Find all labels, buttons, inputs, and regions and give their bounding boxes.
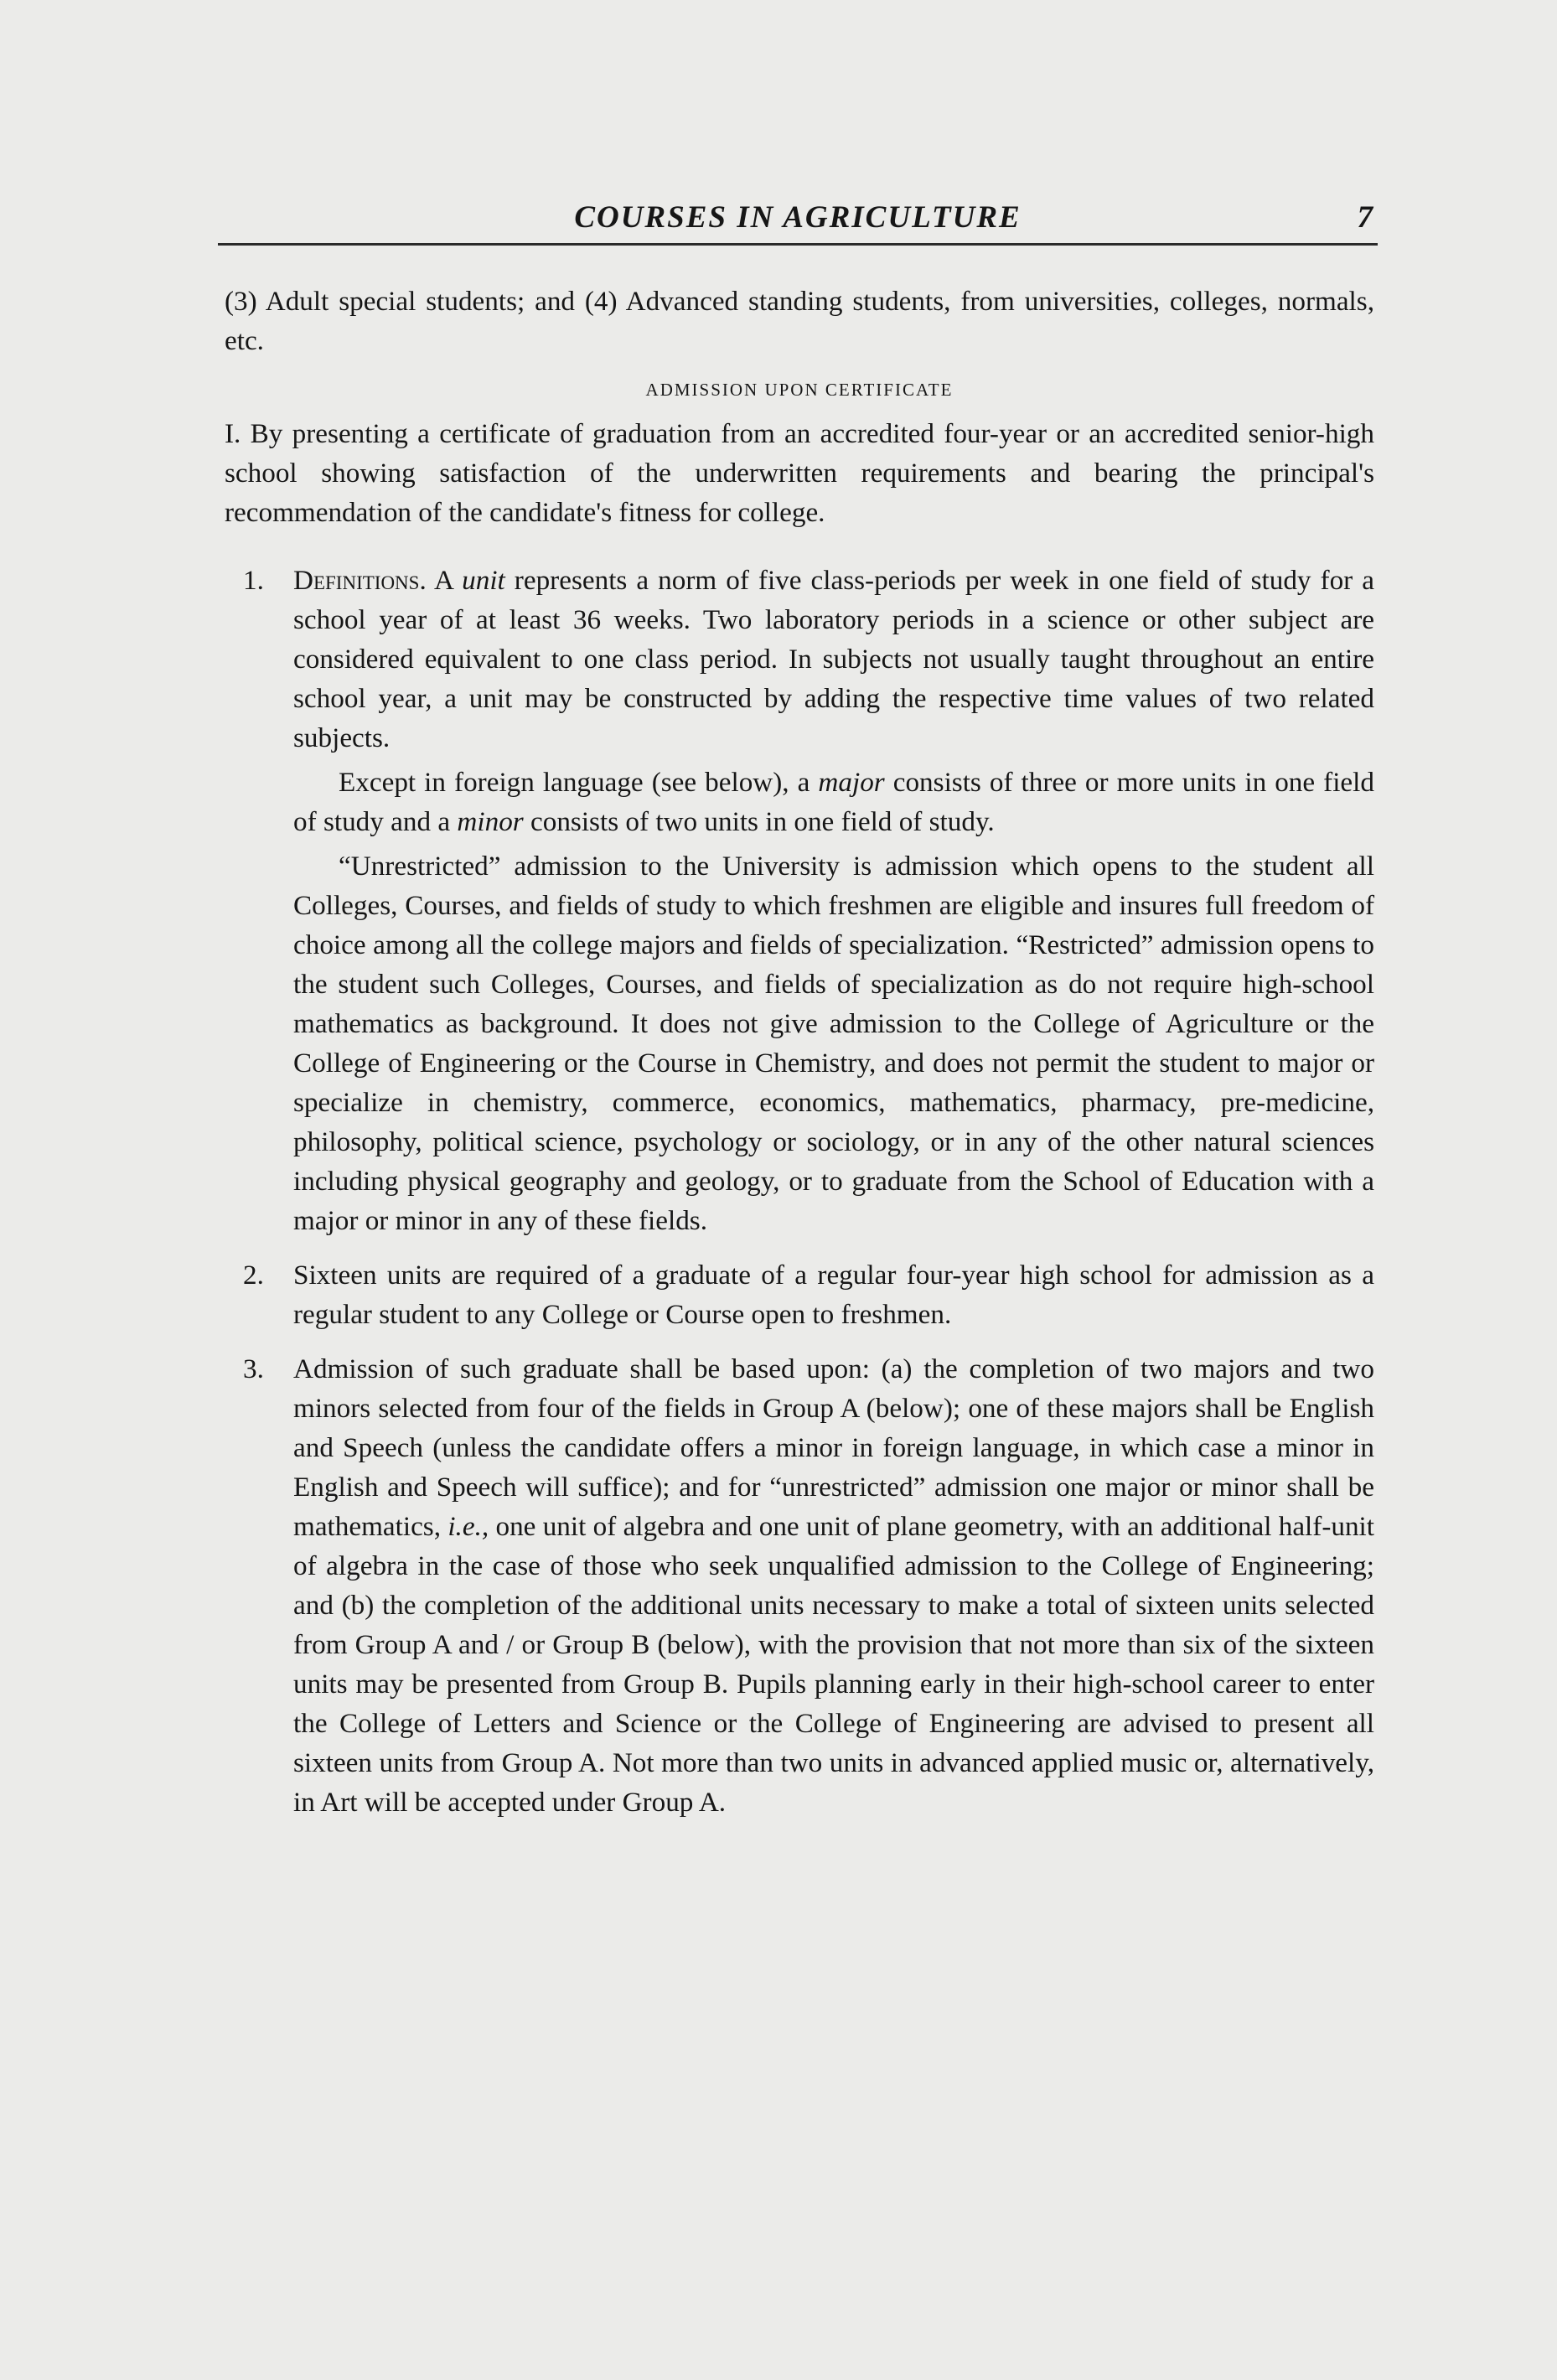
list-item-admission-basis xyxy=(225,1349,1374,1822)
list-item-definitions xyxy=(225,561,1374,1240)
sixteen-units-paragraph: Sixteen units are required of a graduate of a regular four-year high school for admission as a regular student to any College or Course open to freshmen. xyxy=(293,1260,1374,1330)
list-item-number: 1. xyxy=(243,565,264,596)
running-header xyxy=(218,199,1378,246)
text-run: A xyxy=(426,565,463,596)
text-body xyxy=(225,282,1374,1837)
text-run: Except in foreign language (see below), a xyxy=(339,767,819,798)
text-run: consists of two units in one field of study. xyxy=(523,806,995,837)
definitions-paragraph xyxy=(293,561,1374,758)
definitions-label: Definitions. xyxy=(293,565,427,596)
header-title: COURSES IN AGRICULTURE xyxy=(574,200,1022,235)
list-item-sixteen-units xyxy=(225,1255,1374,1334)
abbreviation-ie: i.e., xyxy=(447,1511,489,1542)
page-number: 7 xyxy=(1357,200,1373,235)
opening-paragraph: (3) Adult special students; and (4) Advanced standing students, from universities, colleges, normals, etc. xyxy=(225,286,1374,356)
list-item-number: 3. xyxy=(243,1353,264,1384)
list-item-number: 2. xyxy=(243,1260,264,1291)
text-run: one unit of algebra and one unit of plane geometry, with an additional half-unit of algebra in the case of those who seek unqualified admission to the College of Engineering; and (b) the completion of the additional units necessary to make a total of sixteen units selected from Group A and / or Group B (below), with the provision that not more than six of the sixteen units may be presented from Group B. Pupils planning early in their high-school career to enter the College of Letters and Science or the College of Engineering are advised to present all sixteen units from Group A. Not more than two units in advanced applied music or, alternatively, in Art will be accepted under Group A. xyxy=(293,1511,1374,1818)
text-run: represents a norm of five class-periods per week in one field of study for a school year of at least 36 weeks. Two laboratory periods in a science or other subject are considered equivalent to one class period. In subjects not usually taught throughout an entire school year, a unit may be constructed by adding the respective time values of two related subjects. xyxy=(293,565,1374,753)
term-major: major xyxy=(818,767,885,798)
admission-types-paragraph: “Unrestricted” admission to the University is admission which opens to the student all Colleges, Courses, and fields of study to which freshmen are eligible and insures full freedom of choice among all the college majors and fields of specialization. “Restricted” admission opens to the student such Colleges, Courses, and fields of specialization as do not require high-school mathematics as background. It does not give admission to the College of Agriculture or the College of Engineering or the Course in Chemistry, and does not permit the student to major or specialize in chemistry, commerce, economics, mathematics, pharmacy, pre-medicine, philosophy, political science, psychology or sociology, or in any of the other natural sciences including physical geography and geology, or to graduate from the School of Education with a major or minor in any of these fields. xyxy=(293,851,1374,1236)
term-unit: unit xyxy=(462,565,505,596)
admission-basis-paragraph xyxy=(293,1349,1374,1822)
term-minor: minor xyxy=(457,806,524,837)
major-minor-paragraph xyxy=(293,763,1374,841)
section-heading: ADMISSION UPON CERTIFICATE xyxy=(645,380,954,400)
text-run: Admission of such graduate shall be based upon: (a) the completion of two majors and two minors selected from four of the fields in Group A (below); one of these majors shall be English and Speech (unless the candidate offers a minor in foreign language, in which case a minor in English and Speech will suffice); and for “unrestricted” admission one major or minor shall be mathematics, xyxy=(293,1353,1374,1542)
intro-paragraph: I. By presenting a certificate of graduation from an accredited four-year or an accredited senior-high school showing satisfaction of the underwritten requirements and bearing the principal's recommendation of the candidate's fitness for college. xyxy=(225,418,1374,528)
text-run: consists of three or more units in one field of study and a xyxy=(293,767,1374,837)
